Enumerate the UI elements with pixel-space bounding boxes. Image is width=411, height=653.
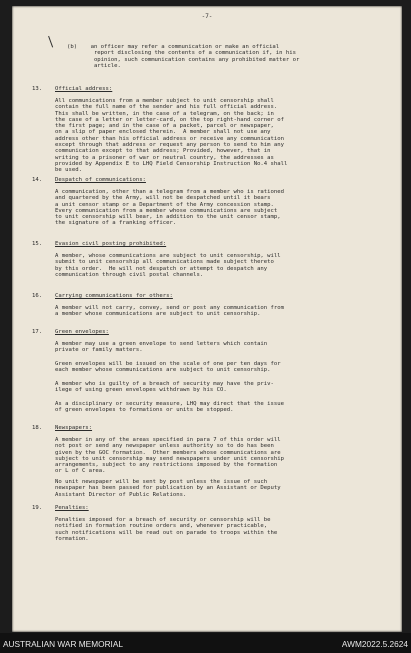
section-14-para-1: A communication, other than a telegram from a member who is rationed and quartered by the Army, will not be despatched until it bears a unit censor stamp or a Department of the Army concession stamp. Every communication from a member whose communications are subject to unit censorship will bear, in addition to the unit censor stamp, the signature of a franking officer. xyxy=(55,189,285,227)
section-19-number: 19. xyxy=(32,505,43,511)
footer-source: AUSTRALIAN WAR MEMORIAL xyxy=(3,639,124,649)
section-15-heading: Evasion civil posting prohibited: xyxy=(55,241,167,247)
section-13-heading: Official address: xyxy=(55,86,113,92)
pen-mark xyxy=(48,35,57,48)
footer-bar xyxy=(0,633,411,653)
document-page xyxy=(12,6,402,632)
section-17-number: 17. xyxy=(32,329,43,335)
section-16-heading: Carrying communications for others: xyxy=(55,293,173,299)
section-18-para-2: No unit newspaper will be sent by post unless the issue of such newspaper has been passed for publication by an Assistant or Deputy Assistant Director of Public Relations. xyxy=(55,479,281,498)
section-16-number: 16. xyxy=(32,293,43,299)
section-14-number: 14. xyxy=(32,177,43,183)
section-15-number: 15. xyxy=(32,241,43,247)
section-13-number: 13. xyxy=(32,86,43,92)
section-18-number: 18. xyxy=(32,425,43,431)
page-number: -7- xyxy=(201,13,213,20)
section-17-para-1: A member may use a green envelope to send letters which contain private or family matters. xyxy=(55,341,268,354)
section-14-heading: Despatch of communications: xyxy=(55,177,146,183)
section-17-para-3: A member who is guilty of a breach of security may have the priv- ilege of using green envelopes withdrawn by his CO. xyxy=(55,381,274,394)
section-16-para-1: A member will not carry, convey, send or post any communication from a member whose communications are subject to unit censorship. xyxy=(55,305,285,318)
section-18-para-1: A member in any of the areas specified in para 7 of this order will not post or send any newspaper unless authority so to do has been given by the GOC formation. Other members whose communications are subject to unit censorship may send newspapers under unit censorship arrangements, subject to any restrictions imposed by the formation or L of C area. xyxy=(55,437,285,475)
section-18-heading: Newspapers: xyxy=(55,425,93,431)
section-13-para-1: All communications from a member subject to unit censorship shall contain the full name of the sender and his full official address. This shall be written, in the case of a telegram, on the back; in the case of a letter or letter-card, on the top right-hand corner of the first page; and in the case of a packet, parcel or newspaper, on a slip of paper enclosed therein. A member shall not use any address other than his official address or receive any communication except through that address or request any person to send to him any communication except to that address; Provided, however, that in writing to a prisoner of war or neutral country, the addresses as provided by Appendix E to LHQ Field Censorship Instruction No.4 shall be used. xyxy=(55,98,288,174)
section-19-heading: Penalties: xyxy=(55,505,89,511)
section-17-heading: Green envelopes: xyxy=(55,329,109,335)
footer-id: AWM2022.5.2624 xyxy=(341,639,408,649)
item-b: (b) an officer may refer a communication or make an official report disclosing the contents of a communication if, in his opinion, such communication contains any prohibited matter or article. xyxy=(67,44,300,69)
section-17-para-2: Green envelopes will be issued on the scale of one per ten days for each member whose communications are subject to unit censorship. xyxy=(55,361,281,374)
section-17-para-4: As a disciplinary or security measure, LHQ may direct that the issue of green envelopes to formations or units be stopped. xyxy=(55,401,285,414)
section-19-para-1: Penalties imposed for a breach of security or censorship will be notified in formation routine orders and, whenever practicable, such notifications will be read out on parade to troops within the formation. xyxy=(55,517,278,542)
section-15-para-1: A member, whose communications are subject to unit censorship, will submit to unit censorship all communications made subject thereto by this order. He will not despatch or attempt to despatch any communication through civil postal channels. xyxy=(55,253,281,278)
